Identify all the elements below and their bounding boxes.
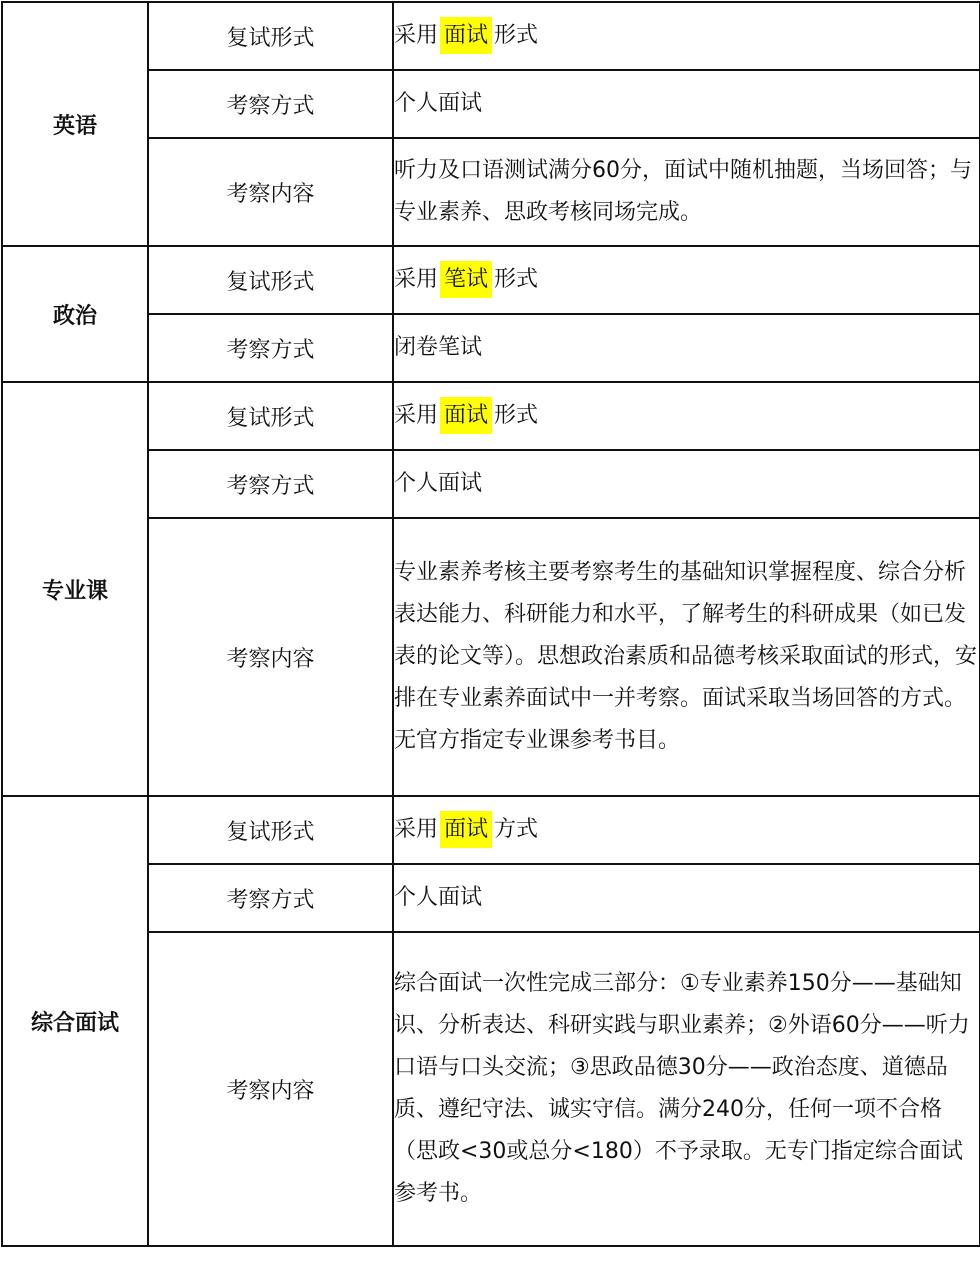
row-label: 考察内容 [148,138,393,246]
row-label: 复试形式 [148,2,393,70]
highlighted-term: 面试 [440,17,492,54]
table-row [2,864,980,932]
value-suffix: 形式 [494,403,539,428]
highlighted-term: 面试 [440,397,492,434]
row-value [393,382,980,450]
table-row [2,70,980,138]
row-value [393,2,980,70]
table-row [2,518,980,796]
table-row [2,138,980,246]
row-value: 个人面试 [393,864,980,932]
row-label: 考察方式 [148,864,393,932]
subject-cell-english: 英语 [2,2,148,246]
row-label: 考察方式 [148,314,393,382]
value-suffix: 形式 [494,23,539,48]
row-label: 复试形式 [148,246,393,314]
table-row [2,382,980,450]
table-row [2,2,980,70]
value-prefix: 采用 [394,23,439,48]
row-label: 考察方式 [148,70,393,138]
value-prefix: 采用 [394,267,439,292]
table-row [2,932,980,1246]
retest-requirements-table [1,1,980,1247]
subject-cell-major: 专业课 [2,382,148,796]
subject-cell-politics: 政治 [2,246,148,382]
table-row [2,450,980,518]
row-value [393,796,980,864]
row-value: 个人面试 [393,70,980,138]
table-row [2,246,980,314]
subject-cell-comprehensive-interview: 综合面试 [2,796,148,1246]
row-value: 闭卷笔试 [393,314,980,382]
row-label: 考察内容 [148,518,393,796]
row-label: 复试形式 [148,382,393,450]
value-suffix: 方式 [494,817,539,842]
row-value [393,246,980,314]
value-suffix: 形式 [494,267,539,292]
value-prefix: 采用 [394,817,439,842]
highlighted-term: 面试 [440,811,492,848]
table-row [2,796,980,864]
table-row [2,314,980,382]
row-value: 综合面试一次性完成三部分：①专业素养150分——基础知识、分析表达、科研实践与职业素养；②外语60分——听力口语与口头交流；③思政品德30分——政治态度、道德品质、遵纪守法、诚实守信。满分240分，任何一项不合格（思政<30或总分<180）不予录取。无专门指定综合面试参考书。 [393,932,980,1246]
row-label: 考察方式 [148,450,393,518]
row-label: 复试形式 [148,796,393,864]
value-prefix: 采用 [394,403,439,428]
row-value: 听力及口语测试满分60分，面试中随机抽题，当场回答；与专业素养、思政考核同场完成。 [393,138,980,246]
row-value: 个人面试 [393,450,980,518]
highlighted-term: 笔试 [440,261,492,298]
row-label: 考察内容 [148,932,393,1246]
row-value: 专业素养考核主要考察考生的基础知识掌握程度、综合分析表达能力、科研能力和水平，了解考生的科研成果（如已发表的论文等）。思想政治素质和品德考核采取面试的形式，安排在专业素养面试中一并考察。面试采取当场回答的方式。无官方指定专业课参考书目。 [393,518,980,796]
